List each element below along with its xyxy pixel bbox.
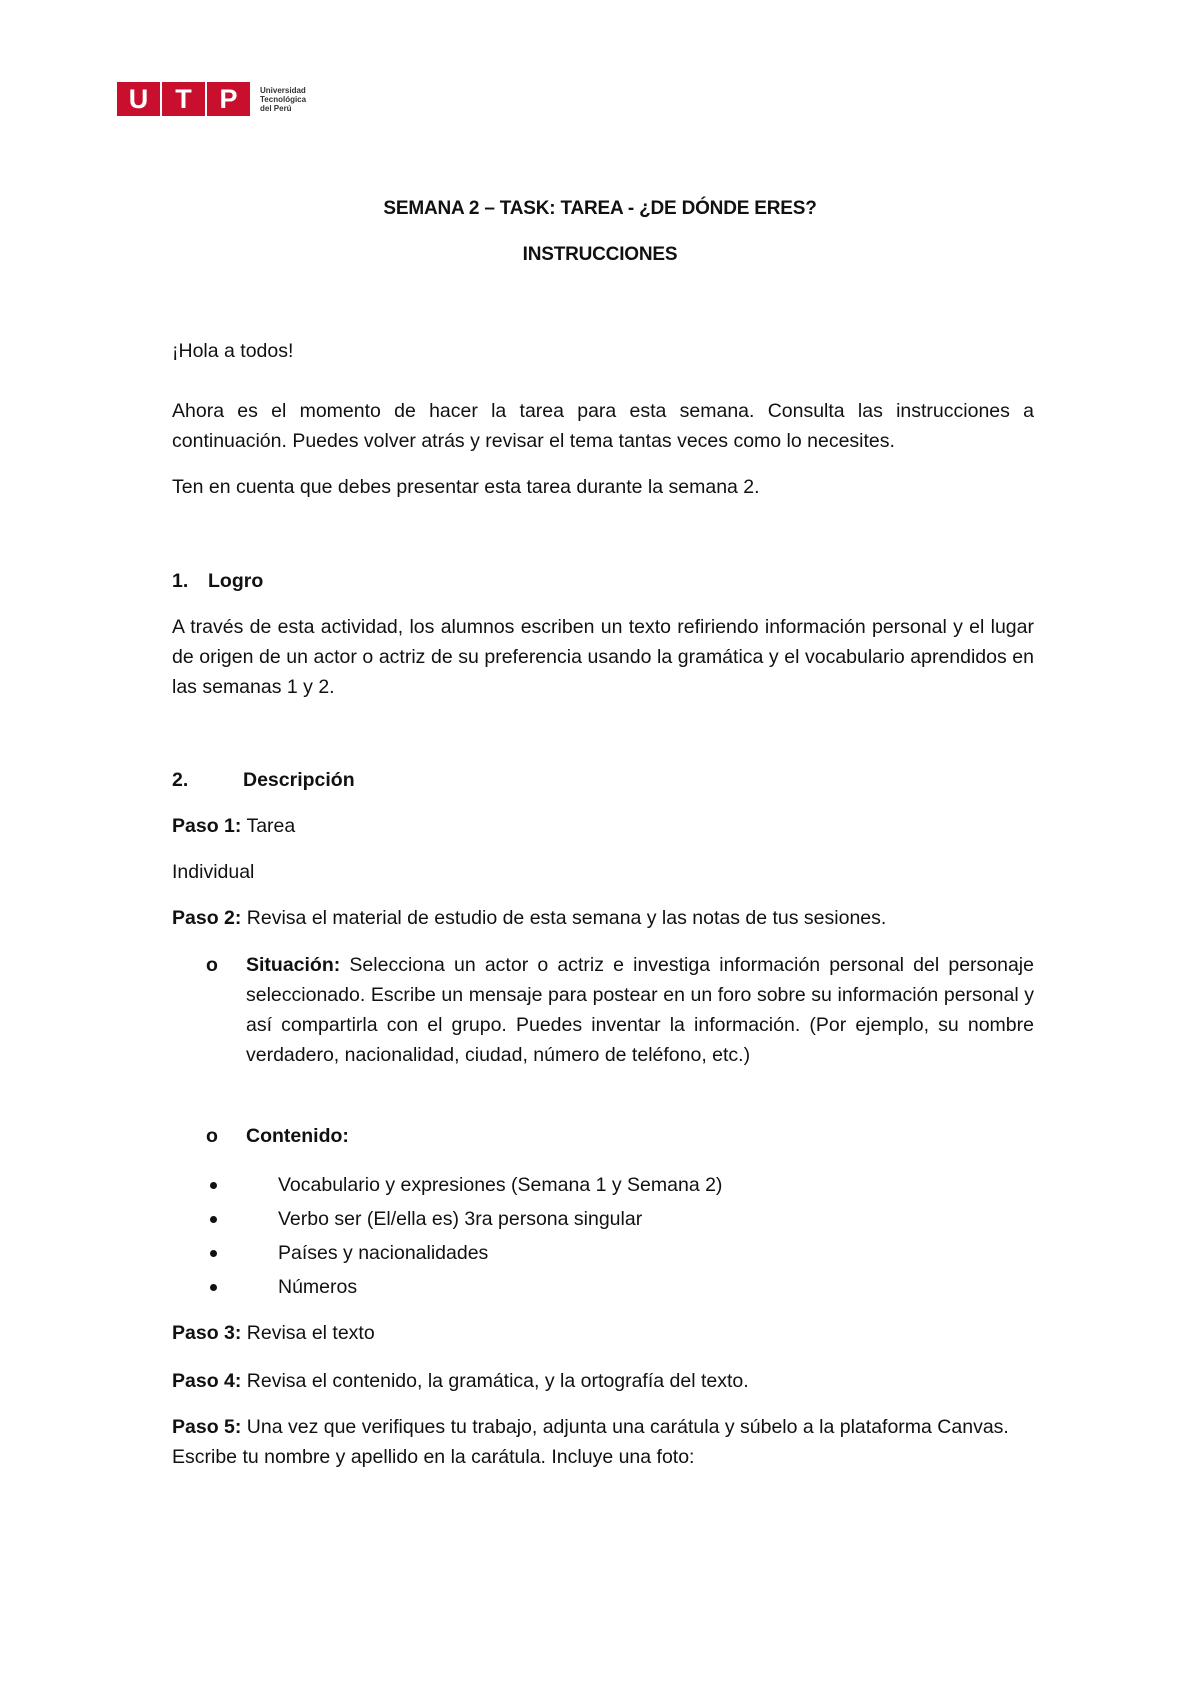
- paso-label: Paso 1:: [172, 815, 242, 837]
- logo-letter-u: U: [117, 82, 160, 116]
- logo-name-line: Universidad: [260, 85, 306, 95]
- logo-letter-p: P: [207, 82, 250, 116]
- contenido-label: Contenido:: [246, 1125, 349, 1147]
- paso-label: Paso 2:: [172, 907, 242, 929]
- list-item: [206, 1204, 722, 1238]
- logo-name-line: del Perú: [260, 103, 292, 113]
- list-item: [206, 1272, 722, 1306]
- list-item: [206, 1238, 722, 1272]
- paso-label: Paso 4:: [172, 1370, 242, 1392]
- situacion-label: Situación:: [246, 954, 341, 976]
- situacion-text: [246, 950, 1034, 1070]
- paso-text: Revisa el material de estudio de esta semana y las notas de tus sesiones.: [241, 907, 887, 929]
- paso-4: [172, 1366, 1034, 1396]
- list-marker: o: [206, 954, 218, 976]
- paso-label: Paso 5:: [172, 1416, 242, 1438]
- contenido-item: [206, 1121, 1034, 1151]
- section-heading-descripcion: [172, 765, 1034, 795]
- section-title: Logro: [208, 570, 264, 592]
- page-title: SEMANA 2 – TASK: TAREA - ¿DE DÓNDE ERES?: [383, 198, 817, 219]
- paso-2: [172, 903, 1034, 933]
- section-title: Descripción: [243, 769, 355, 791]
- list-item-text: Países y nacionalidades: [278, 1242, 489, 1264]
- logo-university-name: [260, 86, 306, 113]
- utp-logo: [117, 82, 306, 116]
- paso-text: Tarea: [241, 815, 296, 837]
- situacion-item: [206, 950, 1034, 1070]
- content-list: [206, 1170, 722, 1306]
- list-item: [206, 1170, 722, 1204]
- logro-text: A través de esta actividad, los alumnos escriben un texto refiriendo información personal y el lugar de origen de un actor o actriz de su preferencia usando la gramática y el vocabulario aprendidos en las semanas 1 y 2.: [172, 616, 1034, 698]
- list-item-text: Números: [278, 1276, 358, 1298]
- situacion-description: Selecciona un actor o actriz e investiga información personal del personaje seleccionado. Escribe un mensaje para postear en un foro sobre su información personal y así compartirla con el grupo. Puedes inventar la información. (Por ejemplo, su nombre verdadero, nacionalidad, ciudad, número de teléfono, etc.): [246, 954, 1034, 1066]
- paso-text: Revisa el texto: [241, 1322, 375, 1344]
- logo-name-line: Tecnológica: [260, 94, 307, 104]
- bullet-icon: [210, 1182, 217, 1189]
- paso-text: Revisa el contenido, la gramática, y la ortografía del texto.: [241, 1370, 749, 1392]
- list-marker: o: [206, 1125, 218, 1147]
- paso-3: [172, 1318, 1034, 1348]
- section-number: 2.: [172, 769, 189, 791]
- intro-paragraph: Ahora es el momento de hacer la tarea para esta semana. Consulta las instrucciones a continuación. Puedes volver atrás y revisar el tema tantas veces como lo necesites.: [172, 400, 1034, 452]
- section-heading-logro: [172, 566, 1034, 596]
- list-item-text: Vocabulario y expresiones (Semana 1 y Semana 2): [278, 1174, 723, 1196]
- paso-1: [172, 811, 1034, 841]
- paso-text: Una vez que verifiques tu trabajo, adjunta una carátula y súbelo a la plataforma Canvas. Escribe tu nombre y apellido en la carátula. Incluye una foto:: [172, 1416, 1009, 1468]
- section-number: 1.: [172, 570, 189, 592]
- logo-letter-t: T: [162, 82, 205, 116]
- paso-label: Paso 3:: [172, 1322, 242, 1344]
- greeting: ¡Hola a todos!: [172, 340, 294, 362]
- bullet-icon: [210, 1250, 217, 1257]
- individual-label: Individual: [172, 861, 255, 883]
- list-item-text: Verbo ser (El/ella es) 3ra persona singular: [278, 1208, 643, 1230]
- page-subtitle: INSTRUCCIONES: [522, 244, 678, 265]
- bullet-icon: [210, 1284, 217, 1291]
- bullet-icon: [210, 1216, 217, 1223]
- paso-5: [172, 1412, 1034, 1472]
- deadline-note: Ten en cuenta que debes presentar esta tarea durante la semana 2.: [172, 476, 760, 498]
